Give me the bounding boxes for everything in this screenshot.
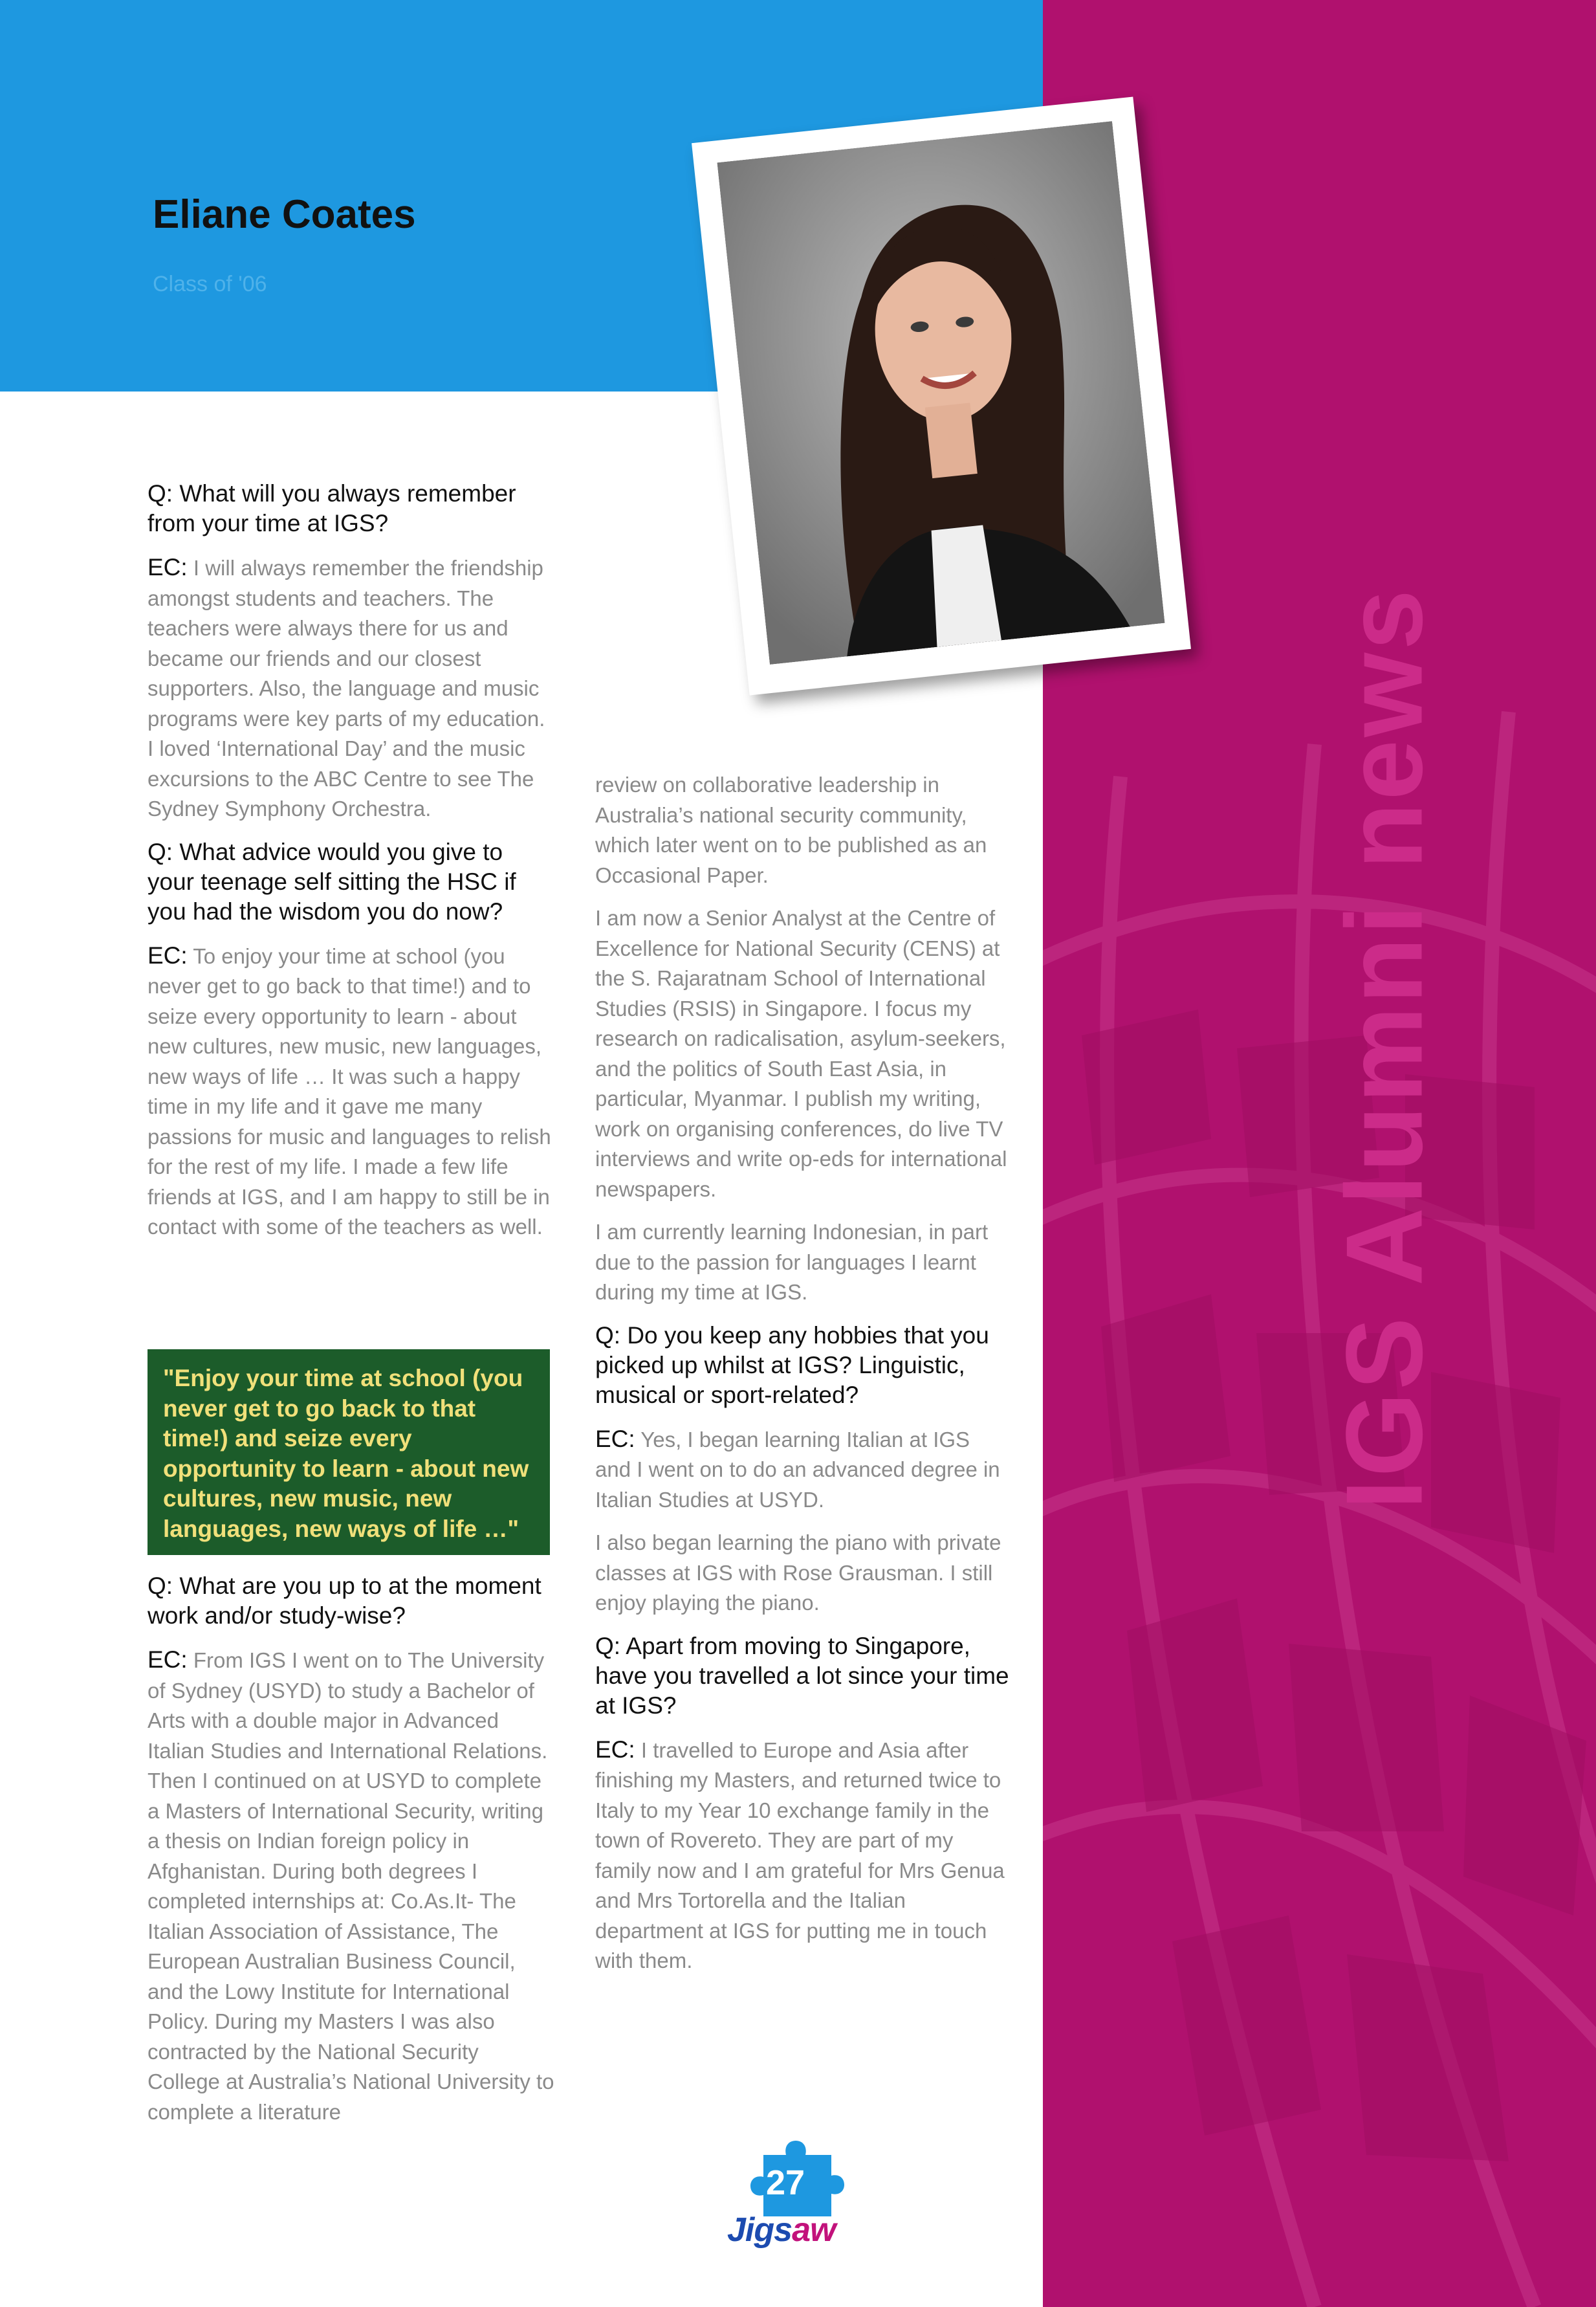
page-number: 27 — [766, 2163, 805, 2202]
left-column-lower — [148, 1571, 555, 2140]
section-title-vertical: IGS Alumni news — [1323, 587, 1445, 1510]
answer-1-text: I will always remember the friendship amongst students and teachers. The teachers were always there for us and became our friends and our closest supporters. Also, the language and music programs were key parts of my education. I loved ‘International Day’ and the music excursions to the ABC Centre to see The Sydney Symphony Orchestra. — [148, 556, 545, 821]
answer-4 — [595, 1424, 1009, 1516]
logo-text-aw: aw — [792, 2211, 836, 2249]
answer-prefix: EC: — [148, 1646, 188, 1673]
answer-5-text: I travelled to Europe and Asia after finishing my Masters, and returned twice to Italy to my Year 10 exchange family in the town of Rovereto. They are part of my family now and I am grateful for Mrs Genua and Mrs Tortorella and the Italian department at IGS for putting me in touch with them. — [595, 1738, 1005, 1972]
answer-prefix: EC: — [595, 1736, 635, 1763]
alumna-name: Eliane Coates — [153, 192, 416, 237]
jigsaw-logo — [725, 2136, 867, 2265]
answer-prefix: EC: — [148, 554, 188, 580]
right-column — [595, 770, 1009, 1989]
answer-prefix: EC: — [148, 942, 188, 969]
paragraph-indonesian: I am currently learning Indonesian, in part due to the passion for languages I learnt during my time at IGS. — [595, 1220, 989, 1304]
pull-quote-text: "Enjoy your time at school (you never get to go back to that time!) and seize every opportunity to learn - about new cultures, new music, new languages, new ways of life …" — [163, 1365, 529, 1542]
paragraph-current-role: I am now a Senior Analyst at the Centre of Excellence for National Security (CENS) at the S. Rajaratnam School of International Studies (RSIS) in Singapore. I focus my research on radicalisation, asylum-seekers, and the politics of South East Asia, in particular, Myanmar. I publish my writing, work on organising conferences, do live TV interviews and write op-eds for international newspapers. — [595, 906, 1007, 1201]
portrait-photo — [717, 121, 1164, 665]
answer-3-text: From IGS I went on to The University of Sydney (USYD) to study a Bachelor of Arts with a double major in Advanced Italian Studies and International Relations. Then I continued on at USYD to complete a Masters of International Security, writing a thesis on Indian foreign policy in Afghanistan. During both degrees I completed internships at: Co.As.It- The Italian Association of Assistance, The European Australian Business Council, and the Lowy Institute for International Policy. During my Masters I was also contracted by the National Security College at Australia’s National University to complete a literature — [148, 1648, 554, 2124]
logo-text-jigs: Jigs — [727, 2211, 793, 2249]
question-2: Q: What advice would you give to your teenage self sitting the HSC if you had the wisdom you do now? — [148, 838, 516, 925]
logo-wordmark — [727, 2211, 835, 2249]
question-4: Q: Do you keep any hobbies that you picked up whilst at IGS? Linguistic, musical or sport-related? — [595, 1321, 989, 1408]
answer-5 — [595, 1735, 1009, 1976]
left-column — [148, 479, 555, 1255]
portrait-photo-frame — [692, 96, 1191, 695]
answer-3 — [148, 1645, 555, 2127]
answer-2-text: To enjoy your time at school (you never get to go back to that time!) and to seize every opportunity to learn - about new cultures, new music, new languages, new ways of life … It was such a happy time in my life and it gave me many passions for music and languages to relish for the rest of my life. I made a few life friends at IGS, and I am happy to still be in contact with some of the teachers as well. — [148, 944, 551, 1239]
question-5: Q: Apart from moving to Singapore, have you travelled a lot since your time at IGS? — [595, 1632, 1009, 1719]
answer-2 — [148, 941, 555, 1242]
answer-prefix: EC: — [595, 1425, 635, 1452]
pull-quote-box — [148, 1349, 550, 1555]
question-3: Q: What are you up to at the moment work and/or study-wise? — [148, 1573, 541, 1629]
class-of-label: Class of '06 — [153, 272, 267, 296]
paragraph-piano: I also began learning the piano with private classes at IGS with Rose Grausman. I still enjoy playing the piano. — [595, 1530, 1001, 1615]
paragraph-continued: review on collaborative leadership in Australia’s national security community, which later went on to be published as an Occasional Paper. — [595, 773, 987, 887]
answer-4-text: Yes, I began learning Italian at IGS and I went on to do an advanced degree in Italian Studies at USYD. — [595, 1427, 1000, 1512]
question-1: Q: What will you always remember from your time at IGS? — [148, 480, 516, 536]
answer-1 — [148, 553, 555, 824]
